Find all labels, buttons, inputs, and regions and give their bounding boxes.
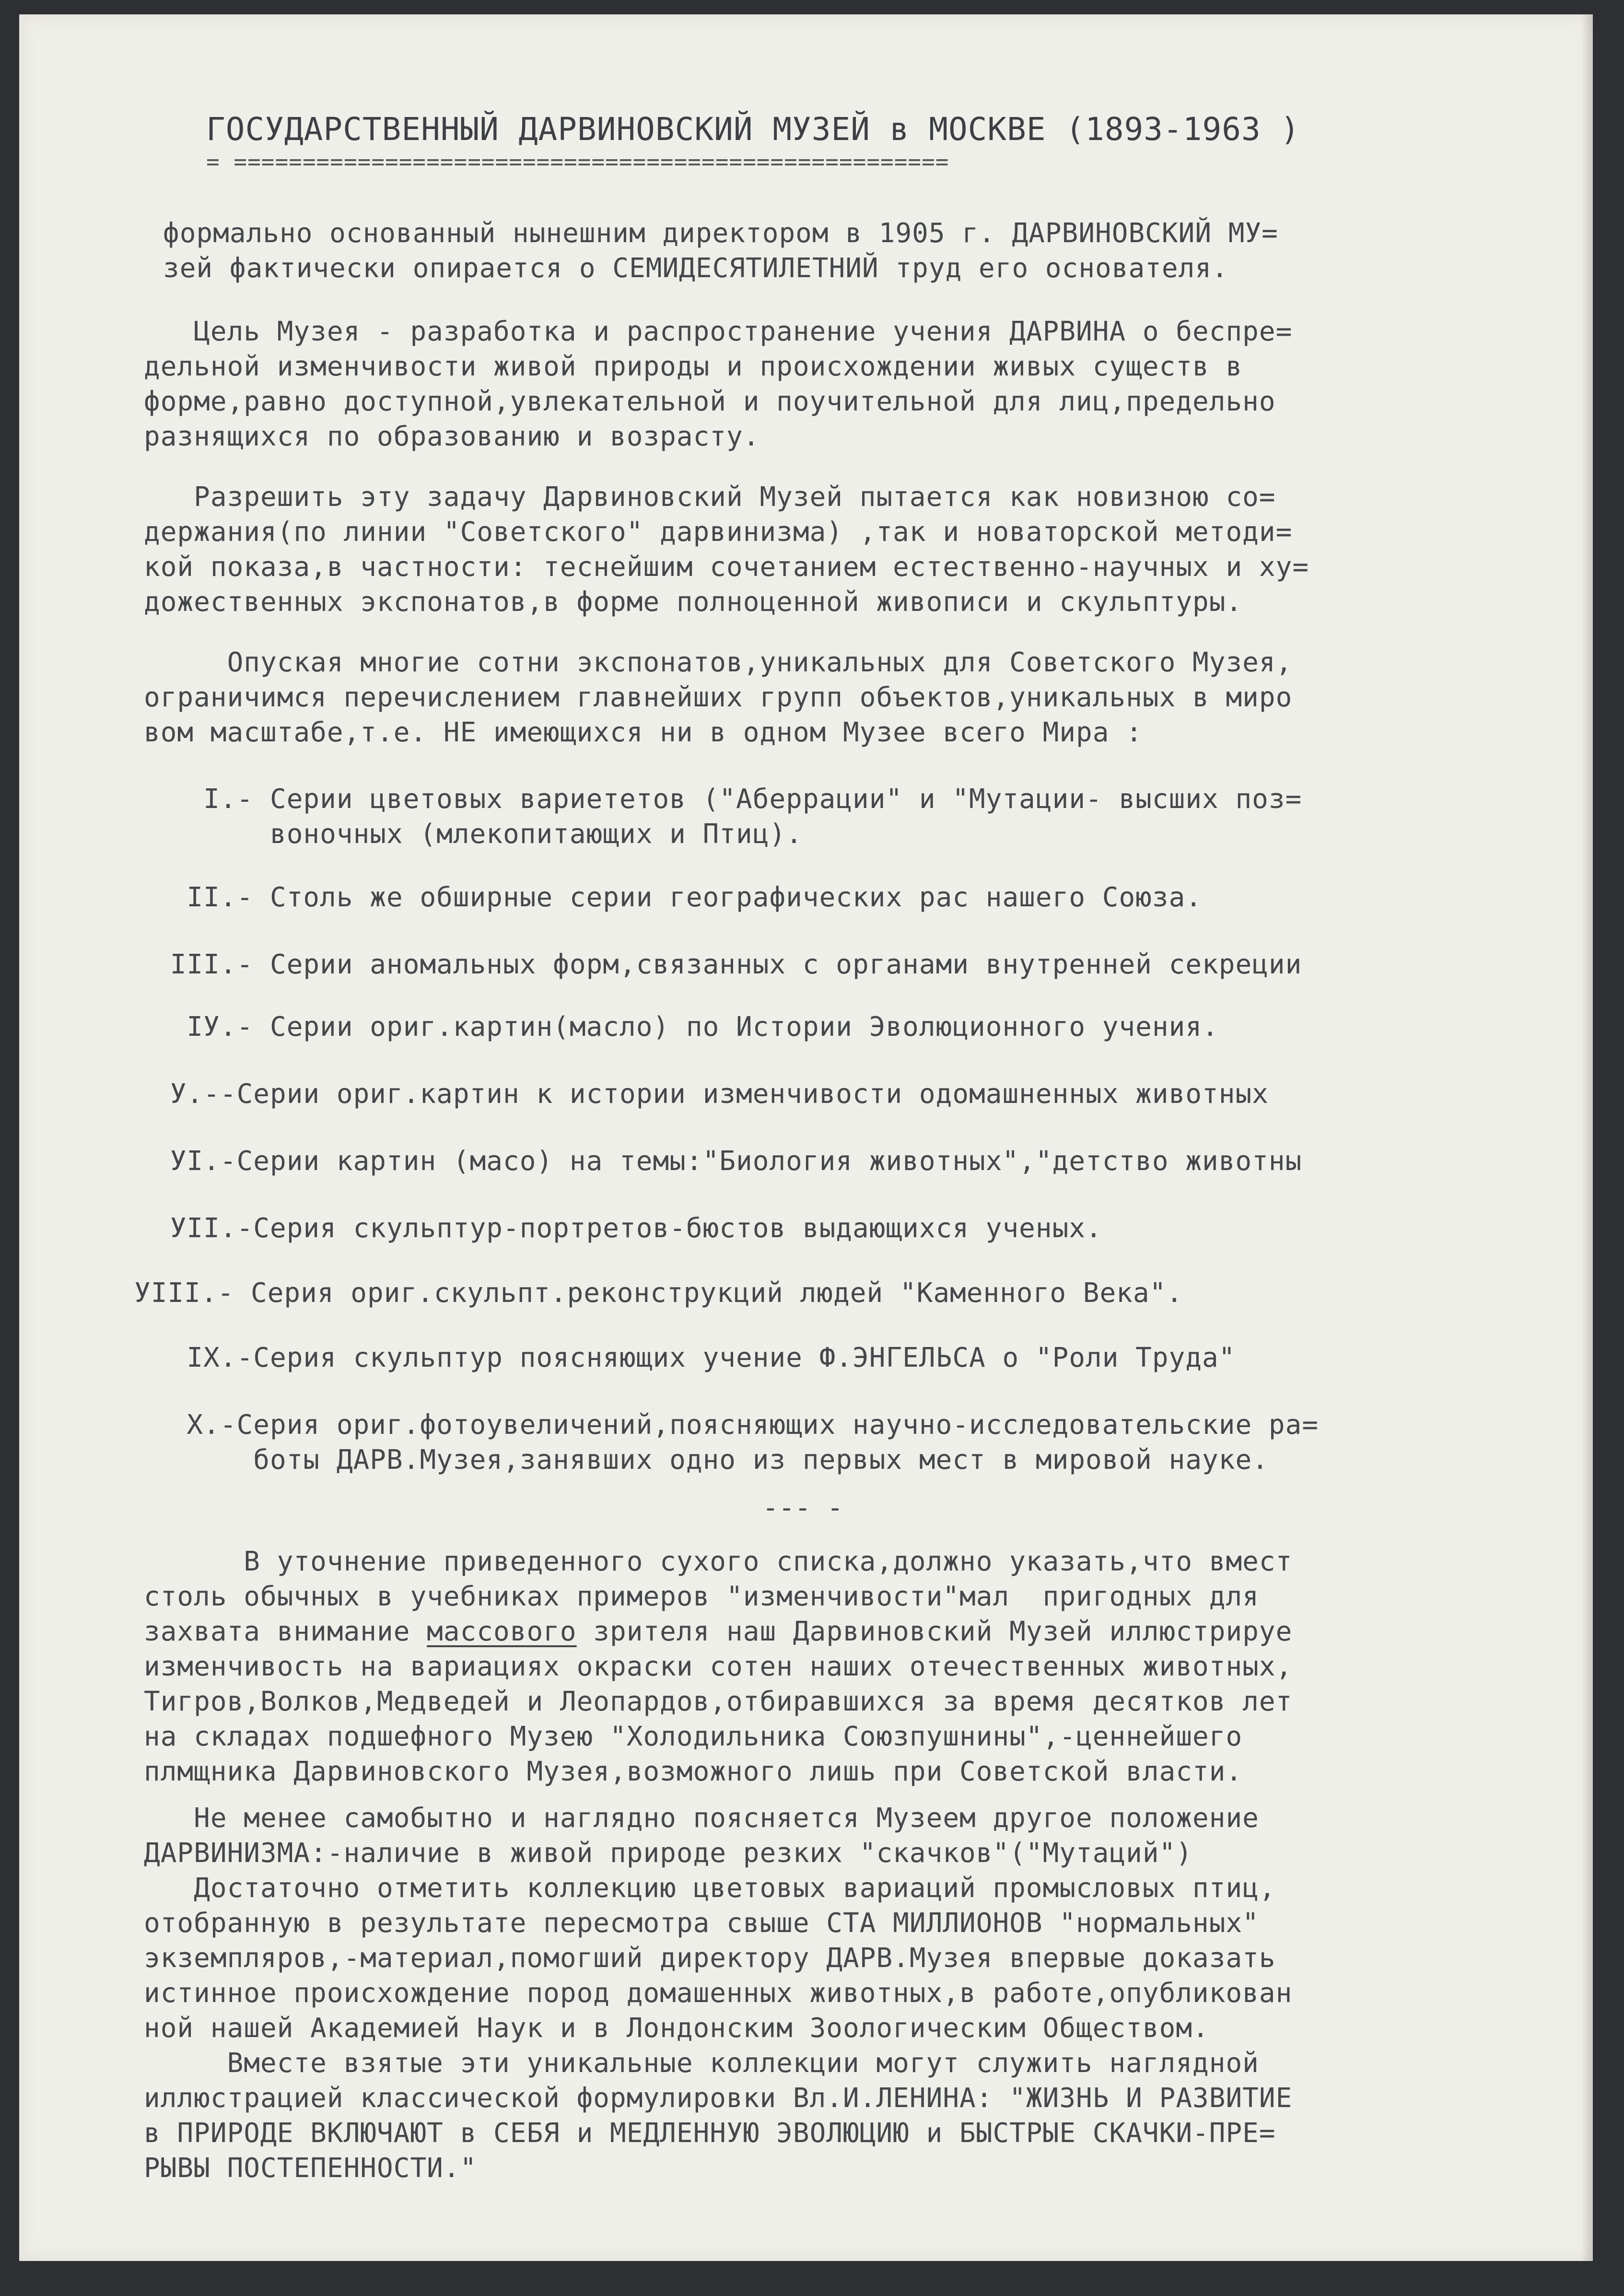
examples-line: В уточнение приведенного сухого списка,должно указать,что вмест (144, 1546, 1293, 1577)
title-underline: = ==================================================== (206, 149, 949, 175)
typed-page (19, 14, 1593, 2261)
intro-paragraph: формально основанный нынешним директором в 1905 г. ДАРВИНОВСКИЙ МУ= зей фактически опирается о СЕМИДЕСЯТИЛЕТНИЙ труд его основателя. (163, 218, 1278, 284)
list-item: Х.-Серия ориг.фотоувеличений,поясняющих научно-исследовательские ра= боты ДАРВ.Музея,занявших одно из первых мест в мировой науке. (187, 1409, 1319, 1476)
examples-line-end: зрителя наш Дарвиновский Музей иллюстрируе (576, 1616, 1293, 1647)
list-item: УII.-Серия скульптур-портретов-бюстов выдающихся ученых. (153, 1213, 1102, 1244)
list-item: УIII.- Серия ориг.скульпт.реконструкций людей "Каменного Века". (134, 1277, 1183, 1309)
list-item: IХ.-Серия скульптур поясняющих учение Ф.ЭНГЕЛЬСА о "Роли Труда" (153, 1342, 1236, 1373)
examples-continuation: изменчивость на вариациях окраски сотен наших отечественных животных, Тигров,Волков,Медведей и Леопардов,отбиравшихся за время десятков лет на складах подшефного Музею "Холодильника Союзпушнины",-ценнейшего плмщника Дарвиновского Музея,возможного лишь при Советской власти. (144, 1651, 1293, 1787)
unique-exhibits-paragraph: Опуская многие сотни экспонатов,уникальных для Советского Музея, ограничимся перечислением главнейших групп объектов,уникальных в миро вом масштабе,т.е. НЕ имеющихся ни в одном Музее всего Мира : (144, 647, 1293, 748)
underlined-word: массового (427, 1616, 577, 1647)
examples-line: столь обычных в учебниках примеров "изменчивости"мал пригодных для (144, 1581, 1259, 1612)
list-item: У.--Серии ориг.картин к истории изменчивости одомашненных животных (153, 1078, 1269, 1110)
list-item: УI.-Серии картин (масо) на темы:"Биология животных","детство животны (153, 1146, 1302, 1177)
list-item: IУ.- Серии ориг.картин(масло) по Истории Эволюционного учения. (153, 1011, 1219, 1043)
examples-line-start: захвата внимание (144, 1616, 427, 1647)
document-title: ГОСУДАРСТВЕННЫЙ ДАРВИНОВСКИЙ МУЗЕЙ в МОСКВЕ (1893-1963 ) (206, 111, 1300, 148)
section-divider: --- - (762, 1492, 843, 1523)
list-item: I.- Серии цветовых вариететов ("Аберрации" и "Мутации- высших поз= воночных (млекопитающих и Птиц). (203, 784, 1302, 850)
method-paragraph: Разрешить эту задачу Дарвиновский Музей пытается как новизною со= держания(по линии "Советского" дарвинизма) ,так и новаторской методи= кой показа,в частности: теснейшим сочетанием естественно-научных и ху= дожественных экспонатов,в форме полноценной живописи и скульптуры. (144, 481, 1309, 618)
darwinism-leaps-paragraph: Не менее самобытно и наглядно поясняется Музеем другое положение ДАРВИНИЗМА:-наличие в живой природе резких "скачков"("Мутаций") Достаточно отметить коллекцию цветовых вариаций промысловых птиц, отобранную в результате пересмотра свыше СТА МИЛЛИОНОВ "нормальных" экземпляров,-материал,помогший директору ДАРВ.Музея впервые доказать истинное происхождение пород домашенных животных,в работе,опубликован ной нашей Академией Наук и в Лондонским Зоологическим Обществом. Вместе взятые эти уникальные коллекции могут служить наглядной иллюстрацией классической формулировки Вл.И.ЛЕНИНА: "ЖИЗНЬ И РАЗВИТИЕ в ПРИРОДЕ ВКЛЮЧАЮТ в СЕБЯ и МЕДЛЕННУЮ ЭВОЛЮЦИЮ и БЫСТРЫЕ СКАЧКИ-ПРЕ= РЫВЫ ПОСТЕПЕННОСТИ." (144, 1803, 1293, 2184)
list-item: III.- Серии аномальных форм,связанных с органами внутренней секреции (153, 949, 1302, 980)
examples-line-with-emphasis (144, 1614, 1292, 1649)
museum-goal-paragraph: Цель Музея - разработка и распространение учения ДАРВИНА о беспре= дельной изменчивости живой природы и происхождении живых существ в форме,равно доступной,увлекательной и поучительной для лиц,предельно разнящихся по образованию и возрасту. (144, 316, 1293, 452)
page-edge-shadow (1581, 14, 1593, 2261)
list-item: II.- Столь же обширные серии географических рас нашего Союза. (153, 882, 1203, 913)
